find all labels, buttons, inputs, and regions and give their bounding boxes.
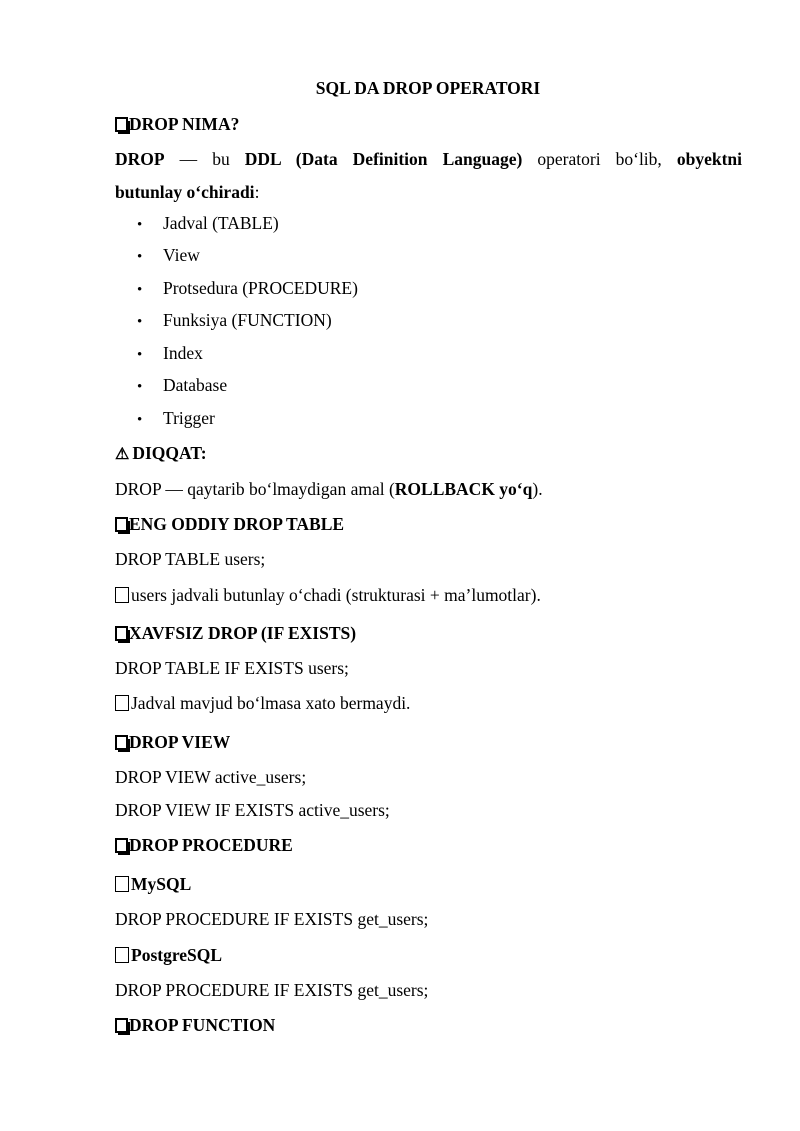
list-item: • Database xyxy=(137,375,228,395)
subheading-postgresql: PostgreSQL xyxy=(115,944,222,966)
list-item: • Protsedura (PROCEDURE) xyxy=(137,278,358,298)
list-item: • Index xyxy=(137,343,203,363)
code-line: DROP VIEW active_users; xyxy=(115,767,307,787)
section-heading-eng-oddiy: ENG ODDIY DROP TABLE xyxy=(115,513,344,535)
page-title: SQL DA DROP OPERATORI xyxy=(315,78,541,98)
missing-glyph-icon xyxy=(115,626,128,641)
list-item: • Trigger xyxy=(137,408,215,428)
note-line: Jadval mavjud bo‘lmasa xato bermaydi. xyxy=(115,692,410,714)
missing-glyph-icon xyxy=(115,517,128,532)
code-line: DROP TABLE users; xyxy=(115,549,266,569)
missing-glyph-icon xyxy=(115,735,128,750)
code-line: DROP TABLE IF EXISTS users; xyxy=(115,658,349,678)
missing-glyph-icon xyxy=(115,117,128,132)
missing-glyph-icon xyxy=(115,587,129,603)
section-heading-drop-procedure: DROP PROCEDURE xyxy=(115,834,293,856)
warning-heading: ⚠ DIQQAT: xyxy=(115,443,207,463)
code-line: DROP PROCEDURE IF EXISTS get_users; xyxy=(115,980,429,1000)
section-heading-drop-function: DROP FUNCTION xyxy=(115,1014,275,1036)
intro-paragraph-line-1: DROP — bu DDL (Data Definition Language) operatori bo‘lib, obyektni xyxy=(115,149,743,169)
section-heading-drop-nima: DROP NIMA? xyxy=(115,113,239,135)
note-line: users jadvali butunlay o‘chadi (strukturasi + ma’lumotlar). xyxy=(115,584,541,606)
missing-glyph-icon xyxy=(115,1018,128,1033)
list-item: • Funksiya (FUNCTION) xyxy=(137,310,332,330)
section-heading-xavfsiz: XAVFSIZ DROP (IF EXISTS) xyxy=(115,622,356,644)
code-line: DROP PROCEDURE IF EXISTS get_users; xyxy=(115,909,429,929)
subheading-mysql: MySQL xyxy=(115,873,191,895)
missing-glyph-icon xyxy=(115,947,129,963)
warning-icon: ⚠ xyxy=(115,446,130,463)
section-heading-drop-view: DROP VIEW xyxy=(115,731,230,753)
missing-glyph-icon xyxy=(115,876,129,892)
missing-glyph-icon xyxy=(115,838,128,853)
list-item: • Jadval (TABLE) xyxy=(137,213,279,233)
list-item: • View xyxy=(137,245,200,265)
warning-text: DROP — qaytarib bo‘lmaydigan amal (ROLLBACK yo‘q). xyxy=(115,479,543,499)
intro-paragraph-line-2: butunlay o‘chiradi: xyxy=(115,182,260,202)
code-line: DROP VIEW IF EXISTS active_users; xyxy=(115,800,390,820)
missing-glyph-icon xyxy=(115,695,129,711)
